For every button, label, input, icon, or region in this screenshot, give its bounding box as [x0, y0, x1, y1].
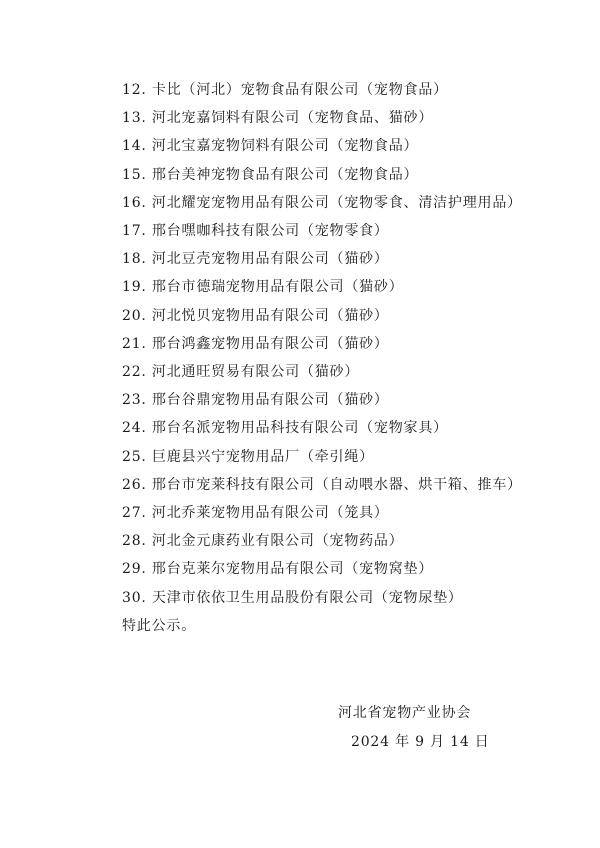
closing-statement: 特此公示。 — [122, 617, 196, 634]
list-item: 22. 河北通旺贸易有限公司（猫砂） — [122, 364, 360, 381]
list-item: 30. 天津市依依卫生用品股份有限公司（宠物尿垫） — [122, 589, 463, 606]
list-item: 13. 河北宠嘉饲料有限公司（宠物食品、猫砂） — [122, 110, 434, 127]
list-item: 20. 河北悦贝宠物用品有限公司（猫砂） — [122, 307, 389, 324]
list-item: 27. 河北乔莱宠物用品有限公司（笼具） — [122, 505, 389, 522]
signature-date: 2024 年 9 月 14 日 — [351, 734, 490, 750]
signature-organization: 河北省宠物产业协会 — [338, 705, 472, 721]
list-item: 12. 卡比（河北）宠物食品有限公司（宠物食品） — [122, 82, 448, 98]
list-item: 21. 邢台鸿鑫宠物用品有限公司（猫砂） — [122, 335, 389, 352]
list-item: 19. 邢台市德瑞宠物用品有限公司（猫砂） — [122, 279, 404, 296]
list-item: 23. 邢台谷鼎宠物用品有限公司（猫砂） — [122, 392, 389, 409]
list-item: 29. 邢台克莱尔宠物用品有限公司（宠物窝垫） — [122, 561, 434, 578]
list-item: 16. 河北耀宠宠物用品有限公司（宠物零食、清洁护理用品） — [122, 194, 522, 211]
company-list — [90, 76, 520, 640]
list-item: 26. 邢台市宠莱科技有限公司（自动喂水器、烘干箱、推车） — [122, 476, 522, 493]
list-item: 18. 河北豆壳宠物用品有限公司（猫砂） — [122, 251, 389, 268]
list-item: 25. 巨鹿县兴宁宠物用品厂（牵引绳） — [122, 448, 374, 465]
list-item: 15. 邢台美神宠物食品有限公司（宠物食品） — [122, 166, 419, 183]
list-item: 28. 河北金元康药业有限公司（宠物药品） — [122, 533, 404, 550]
list-item: 24. 邢台名派宠物用品科技有限公司（宠物家具） — [122, 420, 448, 437]
list-item: 17. 邢台嘿咖科技有限公司（宠物零食） — [122, 223, 389, 240]
list-item: 14. 河北宝嘉宠物饲料有限公司（宠物食品） — [122, 138, 419, 155]
